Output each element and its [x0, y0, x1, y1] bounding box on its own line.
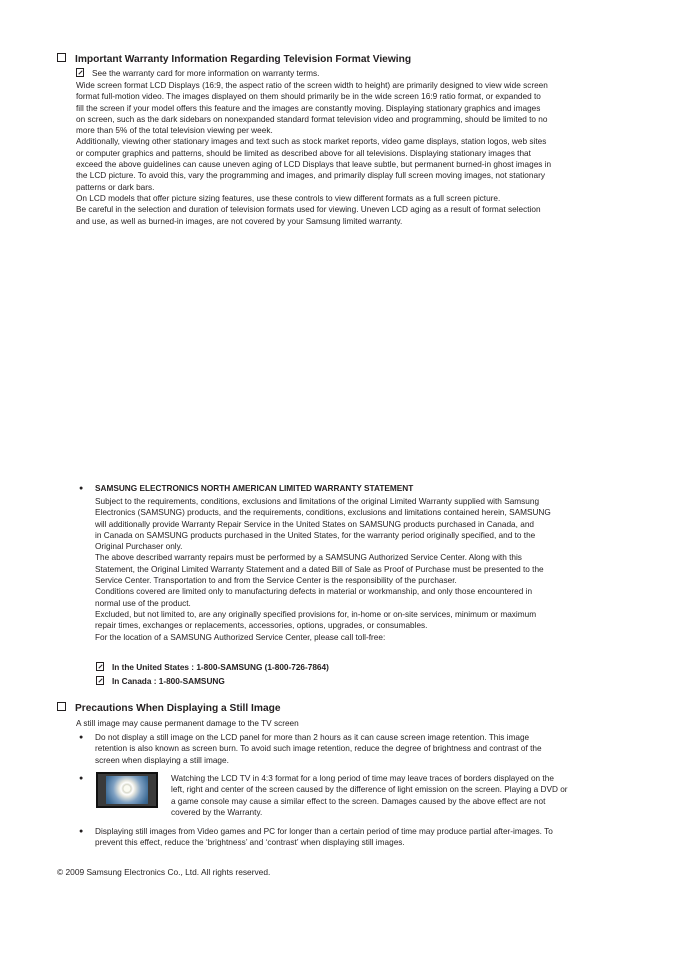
text-line: For the location of a SAMSUNG Authorized Service Center, please call toll-free: — [95, 632, 386, 642]
bullet-icon: ● — [79, 775, 84, 782]
note-text: See the warranty card for more information on warranty terms. — [92, 69, 320, 78]
text-line: and use, as well as burned-in images, are not covered by your Samsung limited warranty. — [76, 216, 403, 226]
text-line: Excluded, but not limited to, are any originally specified provisions for, in-home or on-site services, minimum or maximum — [95, 609, 537, 619]
text-line: patterns or dark bars. — [76, 182, 155, 192]
note-canada-phone — [96, 676, 225, 687]
text-line: Statement, the Original Limited Warranty Statement and a dated Bill of Sale as Proof of Purchase must be presented to the — [95, 564, 544, 574]
paragraph-widescreen — [76, 80, 551, 227]
text-line: Wide screen format LCD Displays (16:9, the aspect ratio of the screen width to height) are primarily designed to view wide screen — [76, 81, 548, 90]
text-line: The above described warranty repairs must be performed by a SAMSUNG Authorized Service Center. Along with this — [95, 553, 522, 563]
bullet-video-games-pc — [95, 826, 553, 849]
text-line: retention is also known as screen burn. To avoid such image retention, reduce the degree of brightness and contrast of the — [95, 744, 542, 754]
us-phone-text: In the United States : 1-800-SAMSUNG (1-800-726-7864) — [112, 663, 329, 672]
text-line: exceed the above guidelines can cause uneven aging of LCD Displays that leave subtle, but permanent burned-in ghost images in — [76, 160, 552, 170]
text-line: Service Center. Transportation to and from the Service Center is the responsibility of the purchaser. — [95, 576, 457, 586]
text-line: prevent this effect, reduce the ‘brightness’ and ‘contrast’ when displaying still images. — [95, 838, 405, 848]
text-line: normal use of the product. — [95, 598, 191, 608]
text-line: Conditions covered are limited only to manufacturing defects in material or workmanship, and only those encountered in — [95, 587, 533, 597]
text-line: Be careful in the selection and duration of television formats used for viewing. Uneven LCD aging as a result of format selection — [76, 205, 541, 215]
text-line: On LCD models that offer picture sizing features, use these controls to view different formats as a full screen picture. — [76, 193, 501, 203]
text-line: screen when displaying a still image. — [95, 755, 229, 765]
still-image-intro: A still image may cause permanent damage to the TV screen — [76, 719, 299, 728]
text-line: will additionally provide Warranty Repair Service in the United States on SAMSUNG products purchased in Canada, and — [95, 519, 534, 529]
section-title-text: Precautions When Displaying a Still Image — [75, 703, 281, 714]
section-title-warranty-format — [57, 53, 411, 65]
bullet-icon: ● — [79, 828, 84, 835]
text-line: or computer graphics and patterns, should be limited as described above for all televisions. Displaying stationary images that — [76, 148, 531, 158]
note-pencil-icon — [96, 662, 104, 671]
warranty-heading: SAMSUNG ELECTRONICS NORTH AMERICAN LIMITED WARRANTY STATEMENT — [95, 484, 414, 493]
note-warranty-card — [76, 68, 319, 79]
text-line: more than 5% of the total television viewing per week. — [76, 126, 273, 136]
text-line: left, right and center of the screen caused by the difference of light emission on the screen. Playing a DVD or — [171, 785, 568, 795]
note-us-phone — [96, 662, 329, 673]
text-line: the LCD picture. To avoid this, vary the programming and images, and primarily display full screen moving images, not stationary — [76, 171, 545, 181]
text-line: fill the screen if your model offers this feature and the images are constantly moving. Displaying stationary graphics and images — [76, 103, 541, 113]
text-line: format full-motion video. The images displayed on them should primarily be in the wide screen 16:9 ratio format, or expanded to — [76, 92, 541, 102]
copyright-footer: © 2009 Samsung Electronics Co., Ltd. All rights reserved. — [57, 867, 271, 877]
text-line: repair times, exchanges or replacements, accessories, options, upgrades, or consumables. — [95, 621, 428, 631]
text-line: Displaying still images from Video games and PC for longer than a certain period of time may produce partial after-images. To — [95, 827, 553, 836]
text-line: a game console may cause a similar effect to the screen. Damages caused by the above effect are not — [171, 796, 546, 806]
bullet-icon: ● — [79, 485, 84, 492]
section-title-still-image — [57, 702, 281, 714]
text-line: Do not display a still image on the LCD panel for more than 2 hours as it can cause screen image retention. This image — [95, 733, 530, 742]
checkbox-square-icon — [57, 53, 66, 62]
bullet-icon: ● — [79, 734, 84, 741]
text-line: Electronics (SAMSUNG) products, and the requirements, conditions, exclusions and limitations contained herein, SAMSUNG — [95, 508, 551, 518]
bullet-4-3-format — [171, 773, 568, 818]
text-line: Watching the LCD TV in 4:3 format for a long period of time may leave traces of borders displayed on the — [171, 774, 554, 783]
section-title-text: Important Warranty Information Regarding Television Format Viewing — [75, 54, 412, 65]
text-line: on screen, such as the dark sidebars on nonexpanded standard format television video and programming, should be limited to no — [76, 114, 548, 124]
canada-phone-text: In Canada : 1-800-SAMSUNG — [112, 677, 225, 686]
flower-tv-thumbnail — [96, 772, 158, 808]
text-line: Original Purchaser only. — [95, 542, 183, 552]
flower-image — [106, 776, 148, 804]
bullet-still-image-2hours — [95, 732, 542, 766]
text-line: in Canada on SAMSUNG products purchased in the United States, for the warranty period originally specified, and to the — [95, 530, 536, 540]
text-line: Additionally, viewing other stationary images and text such as stock market reports, video game displays, station logos, web sites — [76, 137, 547, 147]
note-pencil-icon — [76, 68, 84, 77]
note-pencil-icon — [96, 676, 104, 685]
text-line: Subject to the requirements, conditions, exclusions and limitations of the original Limited Warranty supplied with Samsung — [95, 497, 540, 506]
warranty-body — [95, 496, 551, 643]
checkbox-square-icon — [57, 702, 66, 711]
text-line: covered by the Warranty. — [171, 807, 263, 817]
